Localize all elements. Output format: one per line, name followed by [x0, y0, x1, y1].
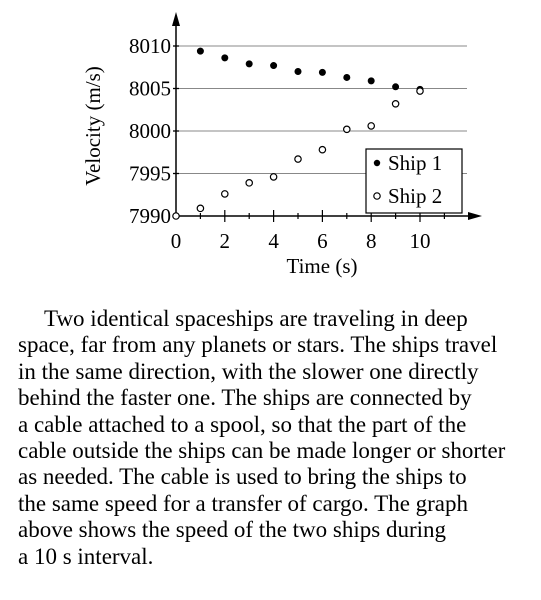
legend-label-ship-1: Ship 1: [388, 151, 443, 175]
data-point-ship-2: [368, 123, 374, 129]
data-point-ship-2: [319, 147, 325, 153]
y-tick-label: 7995: [129, 161, 171, 186]
y-axis-label: Velocity (m/s): [81, 66, 105, 186]
data-point-ship-2: [344, 126, 350, 132]
x-tick-label: 8: [365, 229, 377, 253]
passage-line: space, far from any planets or stars. The ships travel: [18, 332, 498, 358]
legend: [366, 149, 462, 213]
data-point-ship-1: [319, 69, 325, 75]
passage-line: above shows the speed of the two ships during: [18, 517, 446, 543]
data-point-ship-2: [417, 88, 423, 94]
y-tick-label: 8000: [129, 119, 171, 143]
passage-line: a cable attached to a spool, so that the part of the: [18, 411, 467, 437]
legend-label-ship-2: Ship 2: [388, 184, 443, 208]
legend-marker-ship-2: [374, 193, 380, 199]
y-axis-arrow: [172, 12, 180, 26]
x-axis-label: Time (s): [286, 254, 358, 278]
x-tick-label: 4: [268, 229, 279, 253]
data-point-ship-1: [246, 61, 252, 67]
tick-labels: [129, 34, 431, 253]
y-tick-label: 8010: [129, 34, 171, 58]
data-point-ship-2: [222, 191, 228, 197]
x-tick-label: 0: [170, 229, 182, 253]
data-point-ship-2: [270, 174, 276, 180]
passage-line: the same speed for a transfer of cargo. The graph: [18, 490, 469, 516]
passage-line: behind the faster one. The ships are connected by: [18, 385, 472, 411]
data-point-ship-2: [173, 213, 179, 219]
data-point-ship-2: [197, 205, 203, 211]
legend-marker-ship-1: [374, 160, 380, 166]
data-point-ship-1: [344, 74, 350, 80]
passage-line: as needed. The cable is used to bring the ships to: [18, 464, 467, 490]
data-point-ship-1: [197, 48, 203, 54]
data-point-ship-1: [270, 62, 276, 68]
problem-passage: [18, 306, 533, 570]
passage-line: in the same direction, with the slower one directly: [18, 358, 479, 384]
data-point-ship-1: [392, 84, 398, 90]
y-tick-label: 8005: [129, 76, 171, 101]
x-tick-label: 10: [409, 229, 431, 253]
data-point-ship-1: [295, 68, 301, 74]
passage-line: cable outside the ships can be made longer or shorter: [18, 438, 506, 464]
passage-line: a 10 s interval.: [18, 543, 154, 569]
passage-line: Two identical spaceships are traveling in deep: [44, 306, 468, 331]
data-point-ship-1: [368, 78, 374, 84]
data-point-ship-2: [392, 101, 398, 107]
x-tick-label: 2: [219, 229, 231, 253]
data-point-ship-1: [222, 55, 228, 61]
x-axis-arrow: [468, 212, 482, 220]
data-point-ship-2: [246, 180, 252, 186]
y-tick-label: 7990: [129, 204, 171, 228]
data-point-ship-2: [295, 156, 301, 162]
x-tick-label: 6: [317, 229, 328, 253]
